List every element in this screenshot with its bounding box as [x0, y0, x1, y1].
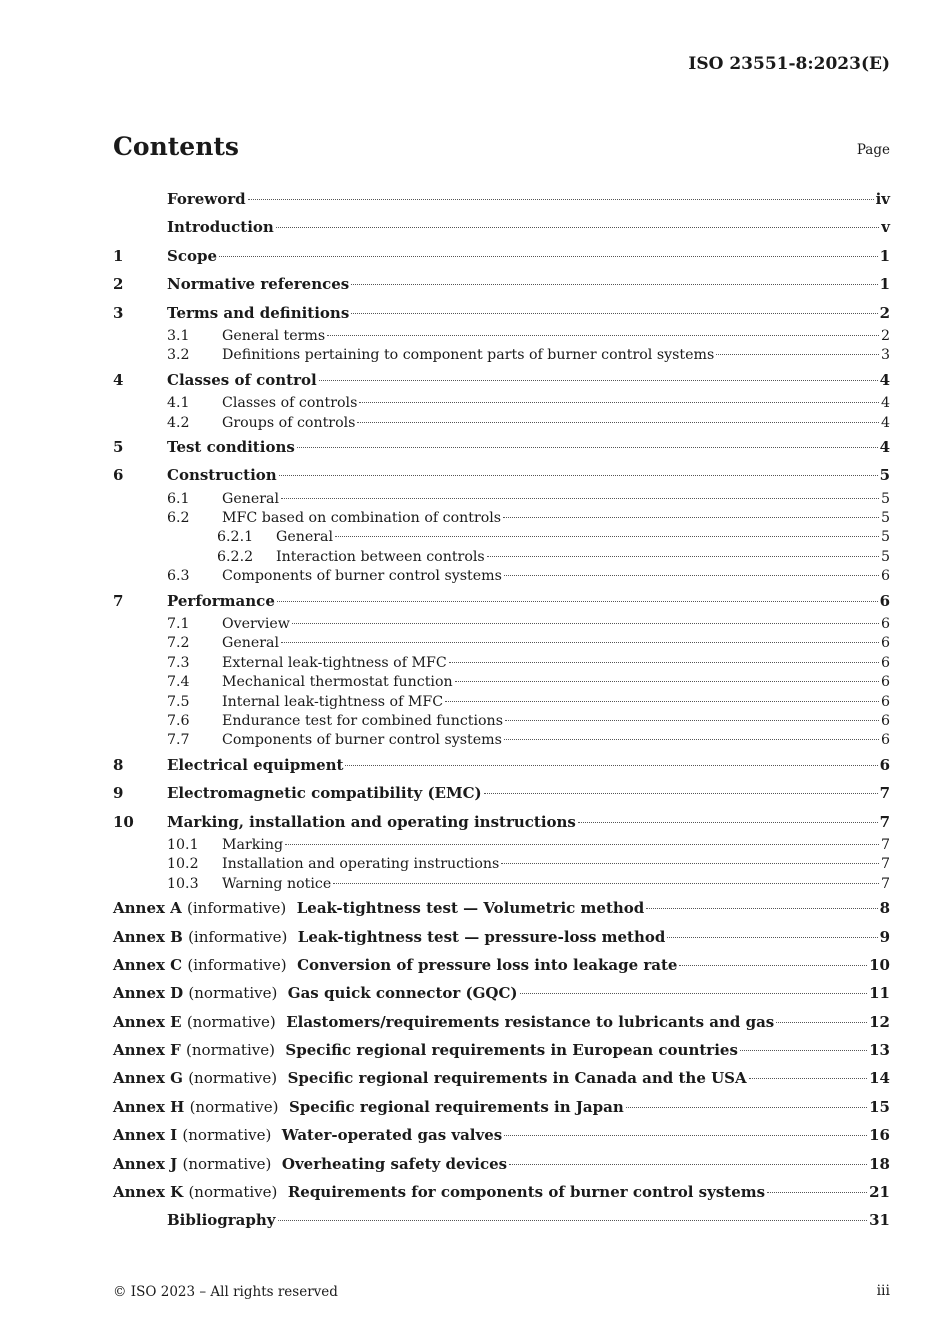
toc-entry-title: MFC based on combination of controls	[222, 510, 502, 527]
toc-entry-title: Classes of controls	[222, 395, 358, 412]
toc-entry-title: Electromagnetic compatibility (EMC)	[167, 784, 482, 803]
annex-title: Conversion of pressure loss into leakage rate	[297, 955, 678, 974]
annex-type: (normative)	[182, 1126, 272, 1145]
toc-page-number: 7	[880, 875, 890, 892]
toc-entry[interactable]	[113, 693, 890, 712]
toc-page-number: v	[881, 218, 890, 237]
dot-leader	[276, 227, 879, 228]
toc-entry-number: 6.2.2	[217, 548, 254, 565]
toc-entry-number: 3.2	[167, 347, 190, 364]
toc-entry-title: Installation and operating instructions	[222, 856, 500, 873]
toc-entry-number: 6.2	[167, 510, 190, 527]
toc-entry-number: 7.7	[167, 732, 190, 749]
dot-leader	[281, 642, 879, 643]
toc-entry-number: 3	[113, 303, 124, 322]
toc-entry[interactable]	[113, 242, 890, 270]
toc-entry-number: 10	[113, 812, 134, 831]
dot-leader	[335, 536, 879, 537]
toc-entry-title: Mechanical thermostat function	[222, 674, 453, 691]
toc-entry-title: Normative references	[167, 275, 350, 294]
annex-id: Annex F	[113, 1041, 181, 1060]
annex-id: Annex A	[113, 899, 182, 918]
annex-type: (normative)	[186, 1041, 275, 1060]
dot-leader	[333, 883, 879, 884]
toc-entry-number: 4.1	[167, 395, 190, 412]
annex-title: Gas quick connector (GQC)	[287, 984, 518, 1003]
toc-page-number: 16	[869, 1126, 890, 1145]
annex-id: Annex I	[113, 1126, 178, 1145]
dot-leader	[359, 402, 879, 403]
toc-page-number: 6	[880, 732, 890, 749]
toc-entry[interactable]	[113, 299, 890, 327]
toc-entry[interactable]	[113, 1206, 890, 1234]
dot-leader	[749, 1078, 867, 1079]
toc-entry[interactable]	[113, 673, 890, 692]
toc-page-number: 1	[879, 246, 890, 265]
dot-leader	[455, 681, 879, 682]
annex-type: (normative)	[188, 984, 278, 1003]
dot-leader	[445, 701, 879, 702]
toc-annex-entry[interactable]	[113, 1178, 890, 1206]
toc-entry[interactable]	[113, 712, 890, 731]
annex-id: Annex K	[113, 1183, 184, 1202]
toc-entry-title: General	[222, 490, 280, 507]
toc-page-number: 6	[880, 654, 890, 671]
toc-entry[interactable]	[113, 414, 890, 433]
toc-entry-number: 6	[113, 466, 124, 485]
annex-title: Specific regional requirements in Canada and the USA	[287, 1069, 747, 1088]
toc-entry[interactable]	[113, 490, 890, 509]
toc-annex-entry[interactable]	[113, 951, 890, 979]
toc-page-number: 12	[869, 1012, 890, 1031]
toc-entry[interactable]	[113, 213, 890, 241]
toc-entry-title	[113, 1036, 738, 1064]
toc-page-number: 1	[879, 275, 890, 294]
annex-title: Leak-tightness test — pressure-loss method	[297, 927, 666, 946]
dot-leader	[504, 1135, 867, 1136]
toc-entry-number: 7.3	[167, 654, 190, 671]
toc-entry[interactable]	[113, 394, 890, 413]
page-column-label: Page	[856, 142, 890, 158]
toc-entry-number: 6.1	[167, 490, 190, 507]
annex-type: (normative)	[182, 1154, 272, 1173]
annex-title: Specific regional requirements in European countries	[285, 1041, 738, 1060]
toc-entry[interactable]	[113, 509, 890, 528]
toc-entry-title	[113, 951, 677, 979]
toc-entry-title: Performance	[167, 591, 275, 610]
toc-page-number: 6	[880, 568, 890, 585]
toc-annex-entry[interactable]	[113, 1121, 890, 1149]
toc-entry-title	[113, 1150, 507, 1178]
dot-leader	[501, 863, 879, 864]
toc-annex-entry[interactable]	[113, 1008, 890, 1036]
toc-entry-number: 7	[113, 591, 124, 610]
annex-id: Annex E	[113, 1012, 182, 1031]
toc-entry-title	[113, 1064, 747, 1092]
annex-title: Overheating safety devices	[281, 1154, 508, 1173]
dot-leader	[484, 793, 878, 794]
dot-leader	[626, 1107, 867, 1108]
toc-page-number: 2	[880, 327, 890, 344]
toc-entry[interactable]	[113, 346, 890, 365]
page-title: Contents	[113, 132, 240, 161]
toc-entry-title: Scope	[167, 246, 218, 265]
toc-page-number: 14	[869, 1069, 890, 1088]
toc-page-number: 5	[880, 548, 890, 565]
toc-entry-title	[113, 1121, 502, 1149]
annex-type: (normative)	[186, 1012, 276, 1031]
toc-page-number: 6	[880, 693, 890, 710]
toc-page-number: 6	[879, 591, 890, 610]
dot-leader	[646, 908, 877, 909]
toc-entry[interactable]	[113, 270, 890, 298]
toc-page-number: 5	[880, 529, 890, 546]
dot-leader	[278, 1220, 868, 1221]
dot-leader	[449, 662, 879, 663]
toc-entry-number: 6.2.1	[217, 529, 254, 546]
annex-title: Elastomers/requirements resistance to lubricants and gas	[286, 1012, 775, 1031]
toc-entry[interactable]	[113, 731, 890, 750]
toc-page-number: 6	[880, 712, 890, 729]
toc-entry-title: Endurance test for combined functions	[222, 712, 503, 729]
annex-type: (normative)	[189, 1097, 279, 1116]
annex-title: Water-operated gas valves	[281, 1126, 503, 1145]
toc-entry-title: Marking	[222, 836, 284, 853]
dot-leader	[351, 284, 877, 285]
dot-leader	[716, 354, 879, 355]
toc-entry-title: Introduction	[167, 218, 274, 237]
toc-entry-title: Interaction between controls	[276, 548, 485, 565]
toc-entry[interactable]	[113, 875, 890, 894]
dot-leader	[345, 765, 877, 766]
toc-entry-title: Marking, installation and operating instructions	[167, 812, 576, 831]
toc-entry[interactable]	[113, 779, 890, 807]
annex-id: Annex G	[113, 1069, 183, 1088]
toc-page-number: 4	[880, 414, 890, 431]
dot-leader	[503, 517, 879, 518]
toc-annex-entry[interactable]	[113, 1093, 890, 1121]
document-id: ISO 23551-8:2023(E)	[688, 54, 890, 74]
toc-entry[interactable]	[113, 461, 890, 489]
dot-leader	[578, 822, 878, 823]
annex-type: (informative)	[188, 927, 288, 946]
toc-entry-title: General	[276, 529, 334, 546]
toc-entry[interactable]	[113, 654, 890, 673]
toc-page-number: 5	[880, 510, 890, 527]
toc-entry-title: Components of burner control systems	[222, 568, 502, 585]
toc-entry-number: 7.5	[167, 693, 190, 710]
toc-page-number: 8	[879, 899, 890, 918]
toc-entry-number: 10.1	[167, 836, 199, 853]
toc-page-number: 6	[879, 755, 890, 774]
toc-entry-number: 8	[113, 755, 124, 774]
annex-type: (normative)	[188, 1183, 278, 1202]
toc-page-number: 7	[879, 784, 890, 803]
toc-entry-title: Bibliography	[167, 1211, 276, 1230]
toc-entry-title: Classes of control	[167, 370, 317, 389]
toc-annex-entry[interactable]	[113, 923, 890, 951]
annex-title: Leak-tightness test — Volumetric method	[296, 899, 645, 918]
toc-entry-title: Electrical equipment	[167, 755, 344, 774]
toc-entry-title	[113, 1093, 624, 1121]
toc-page-number: 7	[880, 856, 890, 873]
toc-page-number: 6	[880, 674, 890, 691]
toc-entry[interactable]	[113, 855, 890, 874]
dot-leader	[504, 739, 879, 740]
annex-title: Requirements for components of burner control systems	[287, 1183, 766, 1202]
toc-entry-number: 4	[113, 370, 124, 389]
toc-entry[interactable]	[113, 366, 890, 394]
toc-entry-title: External leak-tightness of MFC	[222, 654, 447, 671]
toc-entry-title: Terms and definitions	[167, 303, 350, 322]
toc-entry[interactable]	[113, 185, 890, 213]
toc-entry-number: 4.2	[167, 414, 190, 431]
toc-entry-title: Overview	[222, 616, 290, 633]
toc-entry[interactable]	[113, 634, 890, 653]
dot-leader	[679, 965, 867, 966]
toc-page-number: 21	[869, 1183, 890, 1202]
toc-entry-title	[113, 979, 518, 1007]
annex-type: (informative)	[187, 899, 287, 918]
toc-entry-number: 6.3	[167, 568, 190, 585]
toc-entry-number: 3.1	[167, 327, 190, 344]
toc-entry[interactable]	[113, 587, 890, 615]
toc-entry-title	[113, 1008, 774, 1036]
toc-page-number: 3	[880, 347, 890, 364]
toc-page-number: 9	[879, 927, 890, 946]
toc-page-number: iv	[875, 190, 890, 208]
toc-annex-entry[interactable]	[113, 1036, 890, 1064]
toc-entry[interactable]	[113, 567, 890, 586]
toc-entry-title: Construction	[167, 466, 277, 485]
toc-entry[interactable]	[113, 548, 890, 567]
toc-page-number: 10	[869, 955, 890, 974]
toc-entry-number: 2	[113, 275, 124, 294]
toc-page-number: 15	[869, 1097, 890, 1116]
toc-page-number: 6	[880, 616, 890, 633]
toc-entry-number: 7.4	[167, 674, 190, 691]
toc-entry[interactable]	[113, 615, 890, 634]
toc-entry[interactable]	[113, 808, 890, 836]
dot-leader	[667, 937, 877, 938]
toc-entry-title: General terms	[222, 327, 326, 344]
toc-entry-number: 9	[113, 784, 124, 803]
dot-leader	[504, 575, 879, 576]
annex-type: (normative)	[188, 1069, 278, 1088]
toc-entry-number: 10.3	[167, 875, 199, 892]
annex-id: Annex J	[113, 1154, 178, 1173]
toc-annex-entry[interactable]	[113, 1064, 890, 1092]
dot-leader	[327, 335, 879, 336]
toc-page-number: 7	[879, 812, 890, 831]
annex-id: Annex H	[113, 1097, 185, 1116]
dot-leader	[487, 556, 879, 557]
toc-page-number: 4	[880, 395, 890, 412]
toc-entry-number: 5	[113, 437, 124, 456]
toc-page-number: 18	[869, 1154, 890, 1173]
dot-leader	[357, 422, 879, 423]
annex-id: Annex C	[113, 955, 183, 974]
dot-leader	[505, 720, 879, 721]
toc-entry[interactable]	[113, 433, 890, 461]
dot-leader	[776, 1022, 867, 1023]
toc-entry-title: Internal leak-tightness of MFC	[222, 693, 444, 710]
dot-leader	[319, 380, 878, 381]
toc-page-number: 4	[879, 370, 890, 389]
toc-page-number: 13	[869, 1041, 890, 1060]
toc-annex-entry[interactable]	[113, 979, 890, 1007]
toc-entry-title: Components of burner control systems	[222, 732, 502, 749]
toc-entry-title: General	[222, 635, 280, 652]
toc-entry-number: 7.1	[167, 616, 190, 633]
toc-page-number: 5	[879, 466, 890, 485]
toc-entry-title: Test conditions	[167, 437, 295, 456]
dot-leader	[297, 447, 878, 448]
toc-entry-number: 7.2	[167, 635, 190, 652]
toc-entry-title: Groups of controls	[222, 414, 356, 431]
toc-page-number: 11	[869, 984, 890, 1003]
toc-entry-number: 10.2	[167, 856, 199, 873]
dot-leader	[740, 1050, 867, 1051]
toc-entry[interactable]	[113, 327, 890, 346]
dot-leader	[509, 1164, 867, 1165]
toc-entry[interactable]	[113, 836, 890, 855]
toc-entry-title	[113, 923, 665, 951]
dot-leader	[279, 475, 878, 476]
table-of-contents	[113, 185, 890, 1235]
toc-entry-number: 1	[113, 246, 124, 265]
toc-entry-number: 7.6	[167, 712, 190, 729]
dot-leader	[285, 844, 879, 845]
toc-entry[interactable]	[113, 751, 890, 779]
toc-page-number: 6	[880, 635, 890, 652]
toc-annex-entry[interactable]	[113, 1150, 890, 1178]
copyright-notice: © ISO 2023 – All rights reserved	[113, 1284, 338, 1300]
toc-entry[interactable]	[113, 528, 890, 547]
dot-leader	[351, 313, 877, 314]
toc-page-number: 31	[869, 1211, 890, 1230]
toc-entry-title	[113, 894, 644, 922]
toc-page-number: 7	[880, 836, 890, 853]
dot-leader	[520, 993, 868, 994]
dot-leader	[248, 199, 874, 200]
dot-leader	[277, 601, 878, 602]
toc-entry-title: Warning notice	[222, 875, 332, 892]
annex-id: Annex D	[113, 984, 184, 1003]
toc-entry-title: Definitions pertaining to component parts of burner control systems	[222, 347, 715, 364]
dot-leader	[281, 498, 879, 499]
toc-page-number: 5	[880, 490, 890, 507]
dot-leader	[219, 256, 878, 257]
toc-annex-entry[interactable]	[113, 894, 890, 922]
toc-entry-title	[113, 1178, 765, 1206]
annex-id: Annex B	[113, 927, 183, 946]
toc-page-number: 2	[879, 303, 890, 322]
dot-leader	[767, 1192, 867, 1193]
dot-leader	[292, 623, 879, 624]
annex-title: Specific regional requirements in Japan	[288, 1097, 624, 1116]
annex-type: (informative)	[187, 955, 287, 974]
toc-entry-title: Foreword	[167, 190, 246, 208]
toc-page-number: 4	[879, 437, 890, 456]
page-number: iii	[876, 1283, 890, 1299]
